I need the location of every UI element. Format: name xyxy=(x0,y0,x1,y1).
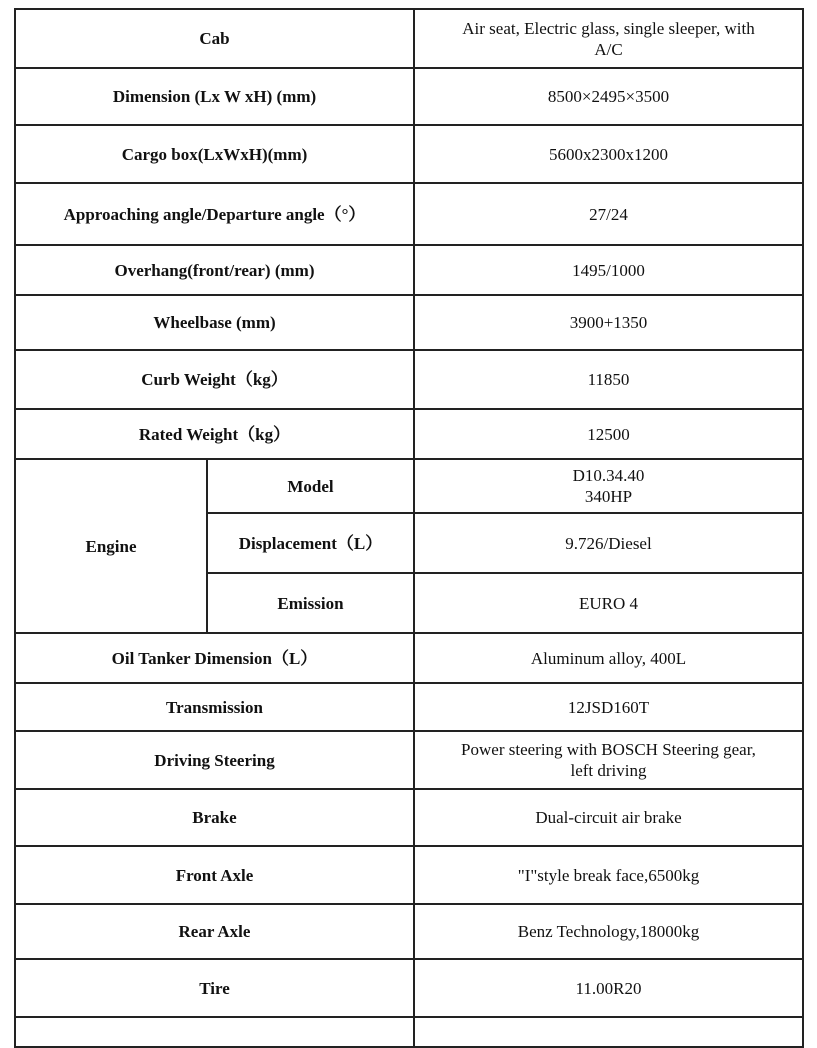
row-value: 12JSD160T xyxy=(414,683,803,731)
table-row-partial xyxy=(15,1017,803,1047)
row-label: Driving Steering xyxy=(15,731,414,789)
row-value: 1495/1000 xyxy=(414,245,803,295)
row-value: Benz Technology,18000kg xyxy=(414,904,803,959)
table-row xyxy=(15,68,803,125)
row-value: D10.34.40 340HP xyxy=(414,459,803,513)
row-label: Approaching angle/Departure angle（°） xyxy=(15,183,414,245)
table-row xyxy=(15,683,803,731)
spec-table xyxy=(14,8,804,1048)
row-label: Model xyxy=(207,459,414,513)
row-value: 27/24 xyxy=(414,183,803,245)
row-label: Overhang(front/rear) (mm) xyxy=(15,245,414,295)
row-value: 5600x2300x1200 xyxy=(414,125,803,183)
row-value: 3900+1350 xyxy=(414,295,803,350)
row-label: Oil Tanker Dimension（L） xyxy=(15,633,414,683)
row-value: EURO 4 xyxy=(414,573,803,633)
row-value xyxy=(414,1017,803,1047)
table-row xyxy=(15,959,803,1017)
row-label: Brake xyxy=(15,789,414,846)
row-label: Rear Axle xyxy=(15,904,414,959)
row-label: Cab xyxy=(15,9,414,68)
row-value: "I"style break face,6500kg xyxy=(414,846,803,904)
table-row xyxy=(15,183,803,245)
row-value: Aluminum alloy, 400L xyxy=(414,633,803,683)
row-value: 9.726/Diesel xyxy=(414,513,803,573)
table-row xyxy=(15,245,803,295)
table-row xyxy=(15,295,803,350)
row-label: Emission xyxy=(207,573,414,633)
row-value: 8500×2495×3500 xyxy=(414,68,803,125)
row-label: Dimension (Lx W xH) (mm) xyxy=(15,68,414,125)
table-row xyxy=(15,846,803,904)
table-row xyxy=(15,350,803,409)
table-row xyxy=(15,459,803,513)
table-row xyxy=(15,125,803,183)
table-row xyxy=(15,789,803,846)
row-label: Wheelbase (mm) xyxy=(15,295,414,350)
table-row xyxy=(15,9,803,68)
table-row xyxy=(15,731,803,789)
row-label: Cargo box(LxWxH)(mm) xyxy=(15,125,414,183)
row-value: Air seat, Electric glass, single sleeper, with A/C xyxy=(414,9,803,68)
row-label: Curb Weight（kg） xyxy=(15,350,414,409)
row-value: 12500 xyxy=(414,409,803,459)
row-value: Dual-circuit air brake xyxy=(414,789,803,846)
table-row xyxy=(15,409,803,459)
row-label: Tire xyxy=(15,959,414,1017)
row-label: Displacement（L） xyxy=(207,513,414,573)
row-label: Rated Weight（kg） xyxy=(15,409,414,459)
row-label xyxy=(15,1017,414,1047)
row-value: Power steering with BOSCH Steering gear, left driving xyxy=(414,731,803,789)
row-value: 11850 xyxy=(414,350,803,409)
table-row xyxy=(15,633,803,683)
table-row xyxy=(15,904,803,959)
engine-label: Engine xyxy=(15,459,207,633)
row-value: 11.00R20 xyxy=(414,959,803,1017)
row-label: Front Axle xyxy=(15,846,414,904)
row-label: Transmission xyxy=(15,683,414,731)
